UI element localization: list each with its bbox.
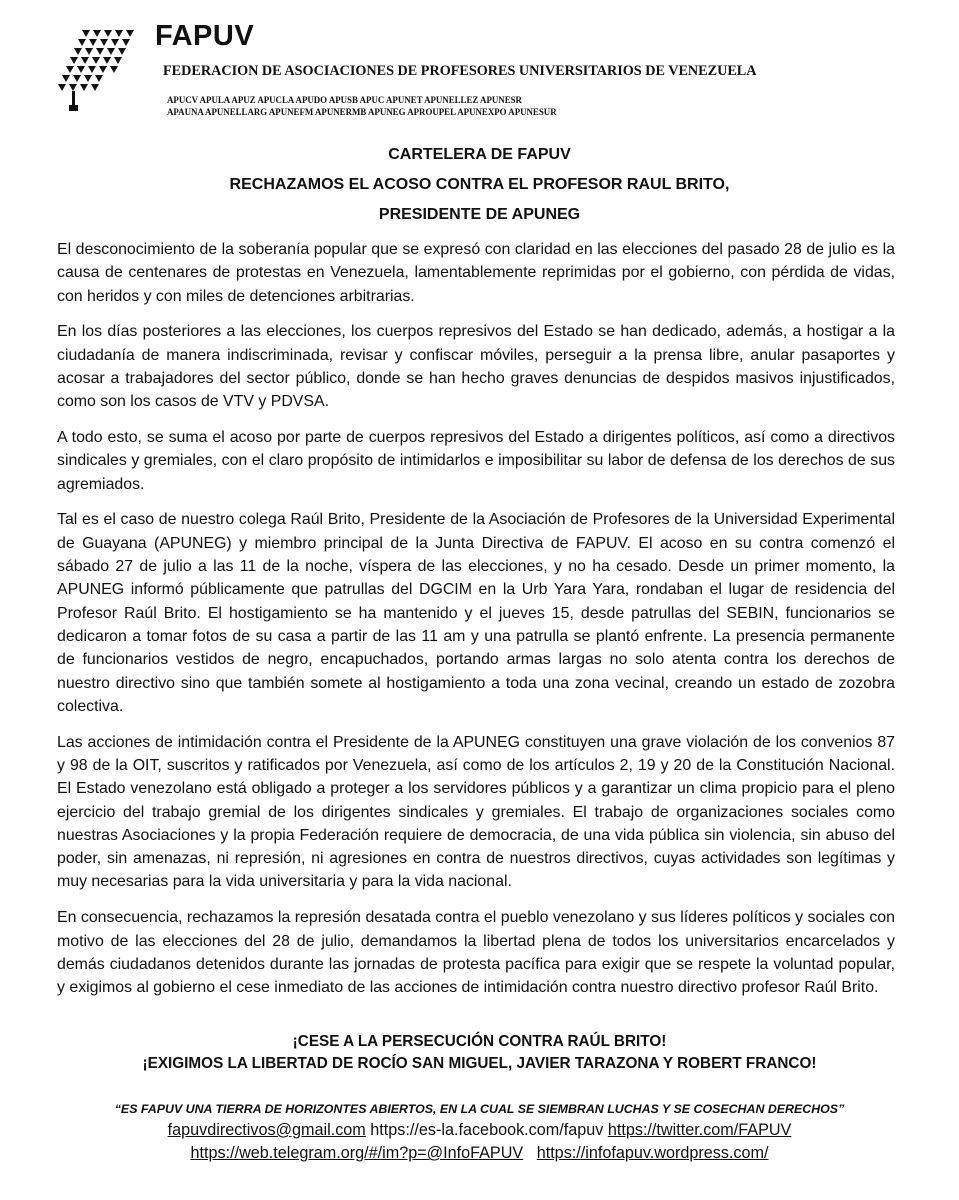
contact-links-row: [0, 1142, 959, 1165]
org-acronym: FAPUV: [155, 20, 255, 52]
slogans: [0, 1031, 959, 1075]
facebook-link[interactable]: https://es-la.facebook.com/fapuv: [370, 1121, 604, 1139]
cartelera-title: CARTELERA DE FAPUV: [388, 146, 571, 163]
contact-links-row: [0, 1119, 959, 1142]
body-paragraph: A todo esto, se suma el acoso por parte de cuerpos represivos del Estado a dirigentes políticos, así como a directivos sindicales y gremiales, con el claro propósito de intimidarlos e imposibilitar su labor de defensa de los derechos de sus agremiados.: [57, 429, 895, 493]
body-paragraph: El desconocimiento de la soberanía popular que se expresó con claridad en las elecciones del pasado 28 de julio es la causa de centenares de protestas en Venezuela, lamentablemente reprimidas por el gobierno, con pérdida de vidas, con heridos y con miles de detenciones arbitrarias.: [57, 241, 895, 305]
email-link[interactable]: fapuvdirectivos@gmail.com: [167, 1121, 366, 1139]
body-paragraph: Las acciones de intimidación contra el Presidente de la APUNEG constituyen una grave violación de los convenios 87 y 98 de la OIT, suscritos y ratificados por Venezuela, así como de los artículos 2, 19 y 20 de la Constitución Nacional. El Estado venezolano está obligado a proteger a los servidores públicos y a garantizar un clima propicio para el pleno ejercicio del trabajo gremial de los dirigentes sindicales y gremiales. El trabajo de organizaciones sociales como nuestras Asociaciones y la propia Federación requiere de democracia, de una vida pública sin violencia, sin abuso del poder, sin amenazas, ni represión, ni agresiones en contra de nuestros directivos, cuyas actividades son legítimas y muy necesarias para la vida universitaria y para la vida nacional.: [57, 733, 895, 891]
statement-body: [57, 238, 895, 1012]
body-paragraph: En consecuencia, rechazamos la represión desatada contra el pueblo venezolano y sus líderes políticos y sociales con motivo de las elecciones del 28 de julio, demandamos la libertad plena de todos los universitarios encarcelados y demás ciudadanos detenidos durante las jornadas de protesta pacífica para exigir que se respete la voluntad popular, y exigimos al gobierno el cese inmediato de las acciones de intimidación contra nuestro directivo profesor Raúl Brito.: [57, 909, 895, 997]
telegram-link[interactable]: https://web.telegram.org/#/im?p=@InfoFAPUV: [190, 1144, 524, 1162]
headline-line: PRESIDENTE DE APUNEG: [378, 206, 581, 223]
association-list-line: APAUNA APUNELLARG APUNEFM APUNERMB APUNEG APROUPEL APUNEXPO APUNESUR: [167, 107, 557, 117]
slogan-line: ¡EXIGIMOS LA LIBERTAD DE ROCÍO SAN MIGUEL, JAVIER TARAZONA Y ROBERT FRANCO!: [142, 1055, 817, 1072]
body-paragraph: Tal es el caso de nuestro colega Raúl Brito, Presidente de la Asociación de Profesores de la Universidad Experimental de Guayana (APUNEG) y miembro principal de la Junta Directiva de FAPUV. El acoso en su contra comenzó el sábado 27 de julio a las 11 de la noche, víspera de las elecciones, y no ha cesado. Desde un primer momento, la APUNEG informó públicamente que patrullas del DGCIM en la Urb Yara Yara, rondaban el lugar de residencia del Profesor Raúl Brito. El hostigamiento se ha mantenido y el jueves 15, desde patrullas del SEBIN, funcionarios se dedicaron a tomar fotos de su casa a partir de las 11 am y una patrulla se plantó enfrente. La presencia permanente de funcionarios vestidos de negro, encapuchados, portando armas largas no solo atenta contra los derechos de nuestro directivo sino que también somete al hostigamiento a toda una zona vecinal, creando un estado de zozobra colectiva.: [57, 511, 895, 715]
letterhead: [0, 0, 959, 140]
association-list: [167, 94, 557, 118]
document-titles: [0, 144, 959, 234]
headline-line: RECHAZAMOS EL ACOSO CONTRA EL PROFESOR RAUL BRITO,: [229, 176, 730, 193]
twitter-link[interactable]: https://twitter.com/FAPUV: [607, 1121, 792, 1139]
wordpress-link[interactable]: https://infofapuv.wordpress.com/: [536, 1144, 769, 1162]
slogan-line: ¡CESE A LA PERSECUCIÓN CONTRA RAÚL BRITO!: [292, 1033, 667, 1050]
body-paragraph: En los días posteriores a las elecciones, los cuerpos represivos del Estado se han dedicado, además, a hostigar a la ciudadanía de manera indiscriminada, revisar y confiscar móviles, perseguir a la prensa libre, anular pasaportes y acosar a trabajadores del sector público, donde se han hecho graves denuncias de despidos masivos injustificados, como son los casos de VTV y PDVSA.: [57, 323, 895, 411]
org-full-name: FEDERACION DE ASOCIACIONES DE PROFESORES UNIVERSITARIOS DE VENEZUELA: [163, 63, 757, 79]
association-list-line: APUCV APULA APUZ APUCLA APUDO APUSB APUC APUNET APUNELLEZ APUNESR: [167, 95, 522, 105]
footer: [0, 1099, 959, 1165]
fapuv-logo-icon: [58, 28, 140, 112]
motto: “ES FAPUV UNA TIERRA DE HORIZONTES ABIERTOS, EN LA CUAL SE SIEMBRAN LUCHAS Y SE COSECHAN DERECHOS”: [114, 1102, 845, 1116]
